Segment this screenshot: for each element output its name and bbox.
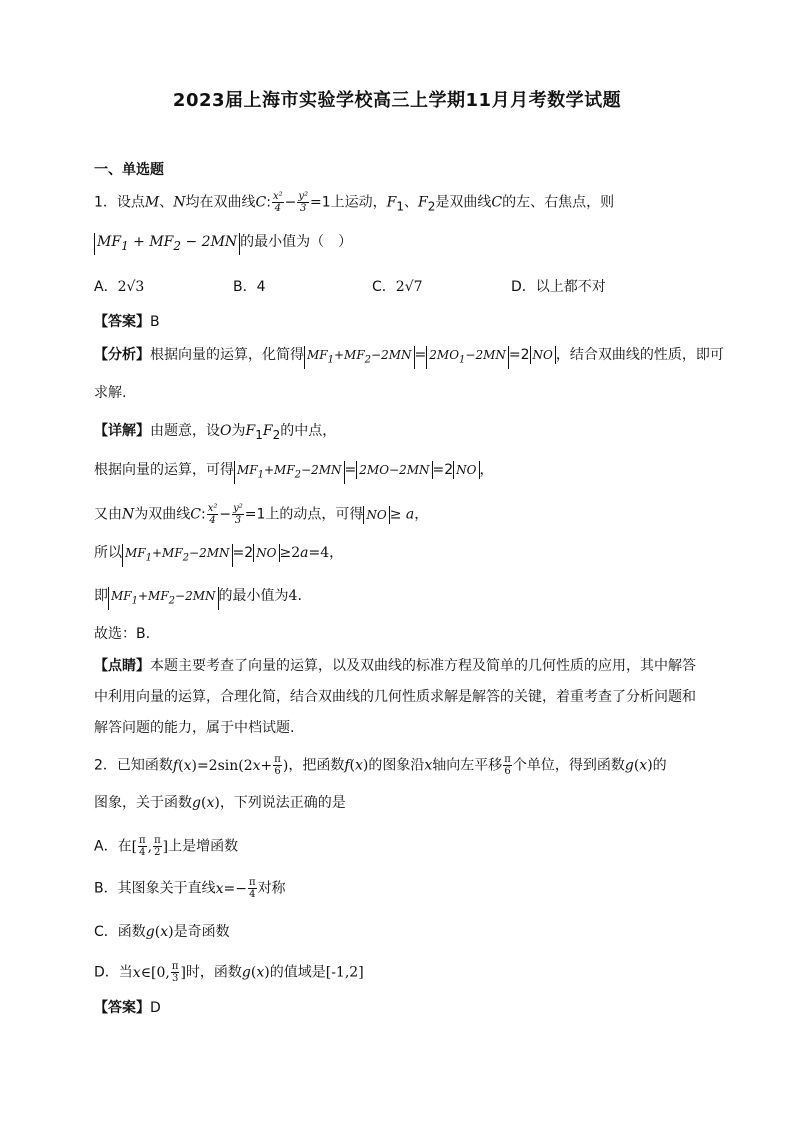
- option-text: 是奇函数: [173, 924, 230, 940]
- option-text: A．在: [94, 838, 132, 855]
- answer-value: B: [150, 314, 160, 330]
- comment-label: 【点睛】: [94, 658, 150, 674]
- option-text: D．当: [94, 964, 133, 981]
- q2-text: ，下列说法正确的是: [219, 795, 346, 811]
- q2-text: 个单位，得到函数: [512, 757, 625, 774]
- q2-answer: [94, 998, 161, 1018]
- q1-stem-line2: $MF_1 + MF_2 - 2MN$ 的最小值为（ ）: [94, 232, 352, 255]
- option-text: B．其图象关于直线: [94, 880, 216, 897]
- q1-text: 均在双曲线: [185, 194, 256, 211]
- q1-text: 的左、右焦点，则: [502, 194, 615, 211]
- q1-option-d: D．以上都不对: [511, 279, 606, 295]
- detail-text: 即: [94, 588, 108, 604]
- q1-text: 1．设点: [94, 194, 145, 211]
- option-text: 上是增函数: [168, 838, 239, 855]
- q1-comment-line3: 解答问题的能力，属于中档试题.: [94, 720, 295, 736]
- q2-stem-line2: 图象，关于函数g(x)，下列说法正确的是: [94, 795, 346, 811]
- analysis-text: ，结合双曲线的性质，即可: [555, 347, 724, 363]
- q2-option-b: B．其图象关于直线x=− $\frac{\pi}{4}$ 对称: [94, 877, 286, 900]
- q1-comment-line2: 中利用向量的运算，合理化简，结合双曲线的几何性质求解是解答的关键，着重考查了分析问题和: [94, 689, 696, 705]
- option-text: 的值域是: [269, 964, 326, 981]
- q1-text: 、: [404, 194, 419, 211]
- option-text: 对称: [257, 880, 286, 897]
- option-label: C．: [372, 279, 396, 295]
- q1-option-c: C．2√7: [372, 279, 423, 295]
- detail-label: 【详解】: [94, 423, 150, 439]
- detail-text: 上的动点，可得: [265, 506, 364, 523]
- section-heading: 一、单选题: [94, 162, 164, 178]
- q2-text: 2．已知函数: [94, 757, 173, 774]
- q2-text: 的: [652, 757, 667, 774]
- detail-text: 为双曲线: [134, 506, 191, 523]
- page-title: 2023届上海市实验学校高三上学期11月月考数学试题: [172, 90, 622, 111]
- detail-text: 的中点，: [280, 423, 337, 439]
- q2-option-c: C．函数g(x)是奇函数: [94, 924, 230, 940]
- answer-value: D: [150, 1000, 161, 1016]
- q1-answer: [94, 312, 160, 332]
- q1-text: 上运动，: [330, 194, 387, 211]
- analysis-text: 根据向量的运算，化简得: [150, 347, 304, 363]
- q2-option-d: D．当x∈[0, $\frac{\pi}{3}$ ]时，函数g(x)的值域是[-1,2]: [94, 961, 364, 984]
- q2-text: 的图象沿: [368, 757, 425, 774]
- q2-text: 图象，关于函数: [94, 795, 192, 811]
- detail-text: 根据向量的运算，可得: [94, 462, 234, 478]
- detail-text: 又由: [94, 506, 122, 523]
- analysis-label: 【分析】: [94, 347, 150, 363]
- q1-text: 、: [159, 194, 174, 211]
- detail-text: 所以: [94, 545, 122, 561]
- option-value: [-1,2]: [325, 964, 364, 981]
- q1-option-a: A．2√3: [94, 279, 145, 295]
- detail-text: 的最小值为: [218, 588, 289, 604]
- q1-detail-line4: 所以 $MF_1+MF_2-2MN =2$ NO ≥2a=4，: [94, 543, 343, 567]
- q1-detail-line5: 即 $MF_1+MF_2-2MN$ 的最小值为4.: [94, 586, 302, 610]
- q1-choose: 故选：B.: [94, 626, 151, 642]
- answer-label: 【答案】: [94, 314, 150, 330]
- q1-detail-line3: 又由N为双曲线C: $\frac{\text{x²}}{4}$ − $\frac{\text{y²}}{3}$ =1上的动点，可得 NO ≥ a，: [94, 503, 429, 526]
- q1-comment-line1: [94, 656, 696, 676]
- detail-text: 由题意，设: [150, 423, 220, 439]
- option-text: 时，函数: [185, 964, 242, 981]
- comment-text: 本题主要考查了向量的运算，以及双曲线的标准方程及简单的几何性质的应用，其中解答: [150, 658, 696, 674]
- q1-text: 是双曲线: [435, 194, 492, 211]
- answer-label: 【答案】: [94, 1000, 150, 1016]
- q1-analysis-line2: 求解.: [94, 385, 127, 401]
- q1-detail-line2: 根据向量的运算，可得 $MF_1+MF_2-2MN = 2MO-2MN =2$ NO ，: [94, 460, 494, 484]
- option-label: A．: [94, 279, 118, 295]
- detail-value: 4: [288, 588, 298, 604]
- q2-text: ，把函数: [288, 757, 345, 774]
- q1-stem-line1: 1．设点M、N均在双曲线C: $\frac{\text{x²}}{4}$ − $\frac{\text{y²}}{3}$ =1上运动，$F_1$、$F_2$是双曲线C的左、右焦点，则: [94, 191, 615, 214]
- q2-text: 轴向左平移: [432, 757, 503, 774]
- q1-text: 的最小值为（ ）: [240, 234, 353, 250]
- q1-option-b: B．4: [233, 279, 266, 295]
- q1-detail-line1: 【详解】由题意，设O为$F_1F_2$的中点，: [94, 423, 337, 442]
- detail-text: 为: [231, 423, 246, 439]
- q2-option-a: A．在[ $\frac{\pi}{4}$ , $\frac{\pi}{2}$ ]上是增函数: [94, 835, 239, 858]
- option-text: C．函数: [94, 924, 146, 940]
- q1-analysis-line1: 【分析】根据向量的运算，化简得 $MF_1+MF_2-2MN = 2MO_1-2MN =2$ NO ，结合双曲线的性质，即可: [94, 345, 724, 369]
- q2-stem-line1: 2．已知函数f(x)=2sin(2x+ $\frac{\pi}{6}$ )，把函数f(x)的图象沿x轴向左平移 $\frac{\pi}{6}$ 个单位，得到函数g(x)的: [94, 754, 667, 777]
